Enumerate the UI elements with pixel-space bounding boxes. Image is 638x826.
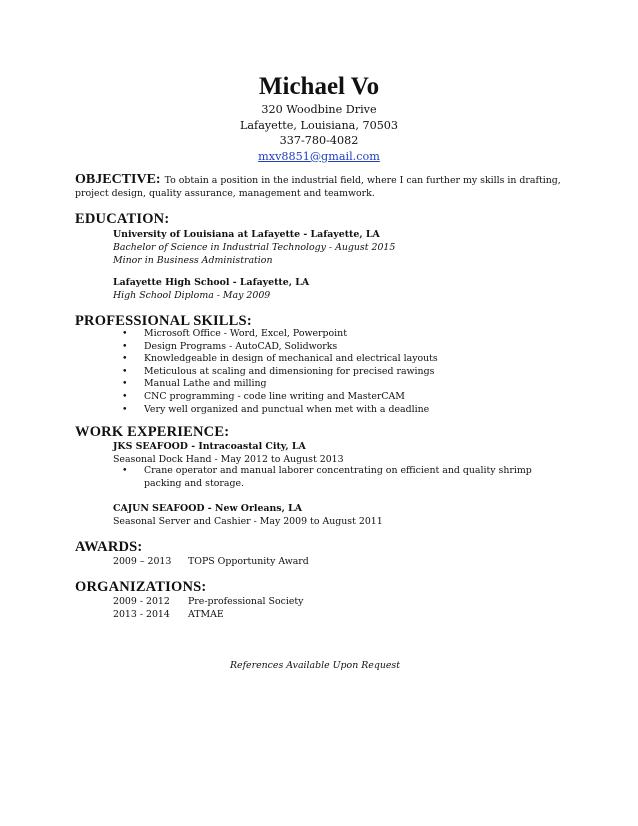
job-company: CAJUN SEAFOOD - New Orleans, LA: [113, 503, 302, 514]
school-degree: Bachelor of Science in Industrial Technology - August 2015: [113, 242, 396, 253]
bullet-icon: •: [122, 403, 128, 415]
job-duty: • Crane operator and manual laborer concentrating on efficient and quality shrimp packing and storage.: [122, 465, 532, 489]
address-line-1: 320 Woodbine Drive: [261, 103, 377, 116]
job-role: Seasonal Dock Hand - May 2012 to August 2013: [113, 454, 344, 465]
bullet-icon: •: [122, 328, 128, 339]
work-title: WORK EXPERIENCE:: [75, 424, 230, 440]
organization-years: 2009 - 2012: [113, 596, 170, 607]
bullet-icon: •: [122, 465, 128, 476]
award-years: 2009 – 2013: [113, 556, 172, 567]
email-link[interactable]: mxv8851@gmail.com: [258, 149, 380, 163]
organization-years: 2013 - 2014: [113, 609, 170, 620]
list-item: • Knowledgeable in design of mechanical and electrical layouts: [122, 353, 438, 365]
objective-text-line-2: project design, quality assurance, management and teamwork.: [75, 188, 375, 199]
education-title: EDUCATION:: [75, 211, 170, 227]
award-row: [113, 555, 309, 568]
list-item: • Design Programs - AutoCAD, Solidworks: [122, 340, 338, 352]
list-item: • Microsoft Office - Word, Excel, Powerpoint: [122, 328, 347, 339]
address-line-2: Lafayette, Louisiana, 70503: [239, 118, 399, 132]
job-company: JKS SEAFOOD - Intracoastal City, LA: [113, 441, 306, 452]
school-minor: Minor in Business Administration: [113, 255, 273, 266]
organization-row: [113, 595, 303, 608]
bullet-icon: •: [122, 365, 128, 377]
skills-list: [113, 328, 438, 416]
list-item: • Meticulous at scaling and dimensioning for precised rawings: [122, 365, 435, 377]
bullet-icon: •: [122, 378, 128, 390]
candidate-name: Michael Vo: [258, 73, 380, 100]
school-name: University of Louisiana at Lafayette - Lafayette, LA: [113, 229, 380, 240]
school-name: Lafayette High School - Lafayette, LA: [113, 277, 310, 288]
organization-row: [113, 608, 224, 621]
school-diploma: High School Diploma - May 2009: [113, 290, 271, 301]
list-item: • Manual Lathe and milling: [122, 378, 267, 390]
awards-title: AWARDS:: [75, 539, 143, 555]
list-item: • Very well organized and punctual when met with a deadline: [122, 403, 430, 415]
phone-number: 337-780-4082: [279, 134, 359, 147]
bullet-icon: •: [122, 353, 128, 365]
objective-title: OBJECTIVE:: [75, 172, 161, 187]
objective-text-line-1: To obtain a position in the industrial field, where I can further my skills in drafting,: [164, 175, 561, 186]
job-role: Seasonal Server and Cashier - May 2009 to August 2011: [113, 516, 383, 527]
organization-name: ATMAE: [188, 609, 224, 620]
resume-header: [0, 72, 638, 164]
bullet-icon: •: [122, 340, 128, 352]
organization-name: Pre-professional Society: [188, 596, 304, 607]
bullet-icon: •: [122, 390, 128, 402]
skills-title: PROFESSIONAL SKILLS:: [75, 313, 252, 329]
award-name: TOPS Opportunity Award: [188, 556, 309, 567]
references-note: References Available Upon Request: [229, 660, 400, 671]
list-item: • CNC programming - code line writing and MasterCAM: [122, 390, 405, 402]
organizations-title: ORGANIZATIONS:: [75, 579, 207, 595]
